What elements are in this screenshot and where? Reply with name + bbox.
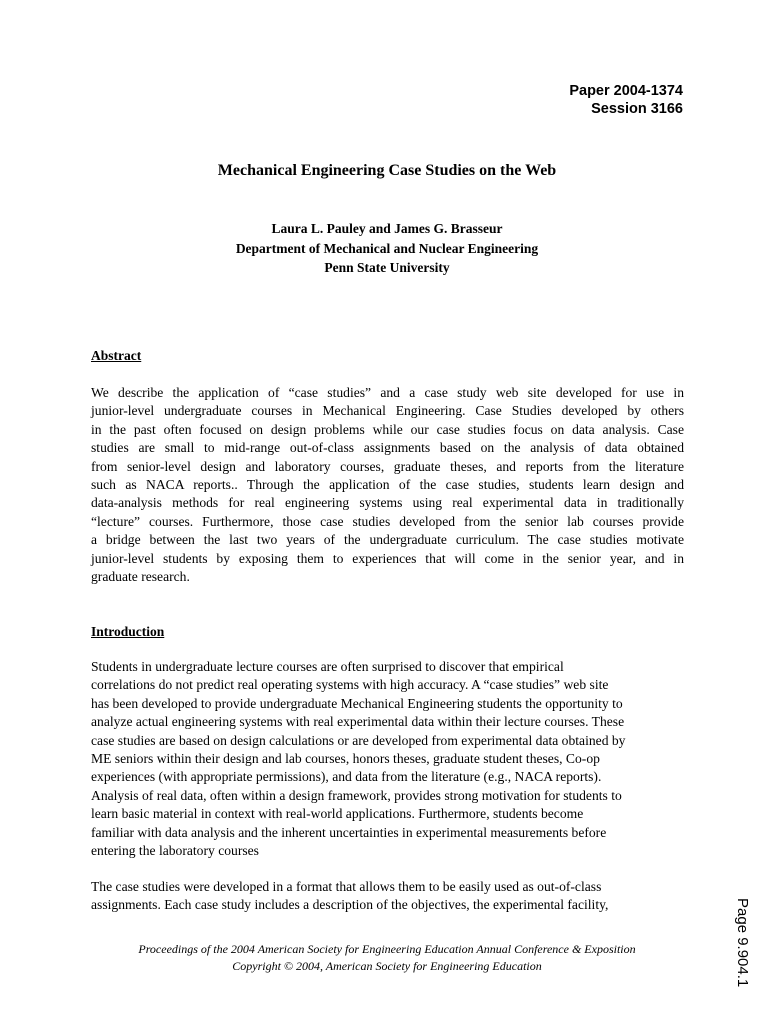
text-line: case studies are based on design calculations or are developed from experimental data obtained by — [91, 732, 626, 748]
page-number: Page 9.904.1 — [734, 898, 751, 988]
text-line: from senior-level design and laboratory courses, graduate theses, and reports from the literature — [91, 458, 684, 474]
copyright-line: Copyright © 2004, American Society for Engineering Education — [232, 959, 542, 973]
text-line: graduate research. — [91, 568, 190, 584]
text-line: data-analysis methods for real engineering systems using real experimental data in traditionally — [91, 495, 684, 511]
text-line: We describe the application of “case studies” and a case study web site developed for use in — [91, 385, 684, 400]
text-line: a bridge between the last two years of the undergraduate curriculum. The case studies motivate — [91, 532, 684, 548]
text-line: Analysis of real data, often within a design framework, provides strong motivation for students to — [91, 787, 622, 803]
abstract-heading: Abstract — [91, 348, 142, 363]
text-line: familiar with data analysis and the inherent uncertainties in experimental measurements before — [91, 824, 607, 840]
text-line: junior-level undergraduate courses in Mechanical Engineering. Case Studies developed by others — [91, 403, 684, 419]
text-line: correlations do not predict real operating systems with high accuracy. A “case studies” web site — [91, 677, 609, 693]
text-line: studies are small to mid-range out-of-class assignments based on the analysis of data obtained — [91, 440, 684, 456]
text-line: Students in undergraduate lecture courses are often surprised to discover that empirical — [91, 659, 564, 674]
text-line: ME seniors within their design and lab courses, honors theses, graduate student theses, Co-op — [91, 750, 600, 766]
text-line: in the past often focused on design problems while our case studies focus on data analysis. Case — [91, 421, 684, 437]
text-line: learn basic material in context with real-world applications. Furthermore, students become — [91, 806, 584, 822]
paper-title: Mechanical Engineering Case Studies on the Web — [217, 162, 557, 179]
introduction-paragraph-1 — [91, 658, 684, 860]
text-line: junior-level students by exposing them to experiences that will come in the senior year, and in — [91, 550, 684, 566]
paper-number: Paper 2004-1374 — [569, 83, 683, 99]
author-names: Laura L. Pauley and James G. Brasseur — [271, 221, 503, 236]
text-line: such as NACA reports.. Through the application of the case studies, students learn design and — [91, 476, 684, 492]
page-footer — [0, 941, 768, 975]
text-line: assignments. Each case study includes a description of the objectives, the experimental facility, — [91, 897, 609, 913]
text-line: analyze actual engineering systems with real experimental data within their lecture courses. These — [91, 714, 625, 730]
text-line: has been developed to provide undergraduate Mechanical Engineering students the opportunity to — [91, 695, 623, 711]
text-line: experiences (with appropriate permissions), and data from the literature (e.g., NACA reports). — [91, 769, 602, 785]
author-university: Penn State University — [324, 260, 450, 275]
text-line: The case studies were developed in a format that allows them to be easily used as out-of-class — [91, 879, 602, 894]
author-block — [0, 219, 768, 278]
author-department: Department of Mechanical and Nuclear Engineering — [235, 240, 539, 256]
abstract-body — [91, 384, 684, 586]
text-line: “lecture” courses. Furthermore, those case studies developed from the senior lab courses provide — [91, 513, 684, 529]
text-line: entering the laboratory courses — [91, 842, 259, 858]
introduction-heading: Introduction — [91, 624, 165, 639]
introduction-paragraph-2 — [91, 878, 684, 915]
paper-header — [569, 82, 683, 118]
proceedings-line: Proceedings of the 2004 American Society for Engineering Education Annual Conference & Exposition — [138, 942, 636, 956]
session-number: Session 3166 — [591, 101, 683, 117]
